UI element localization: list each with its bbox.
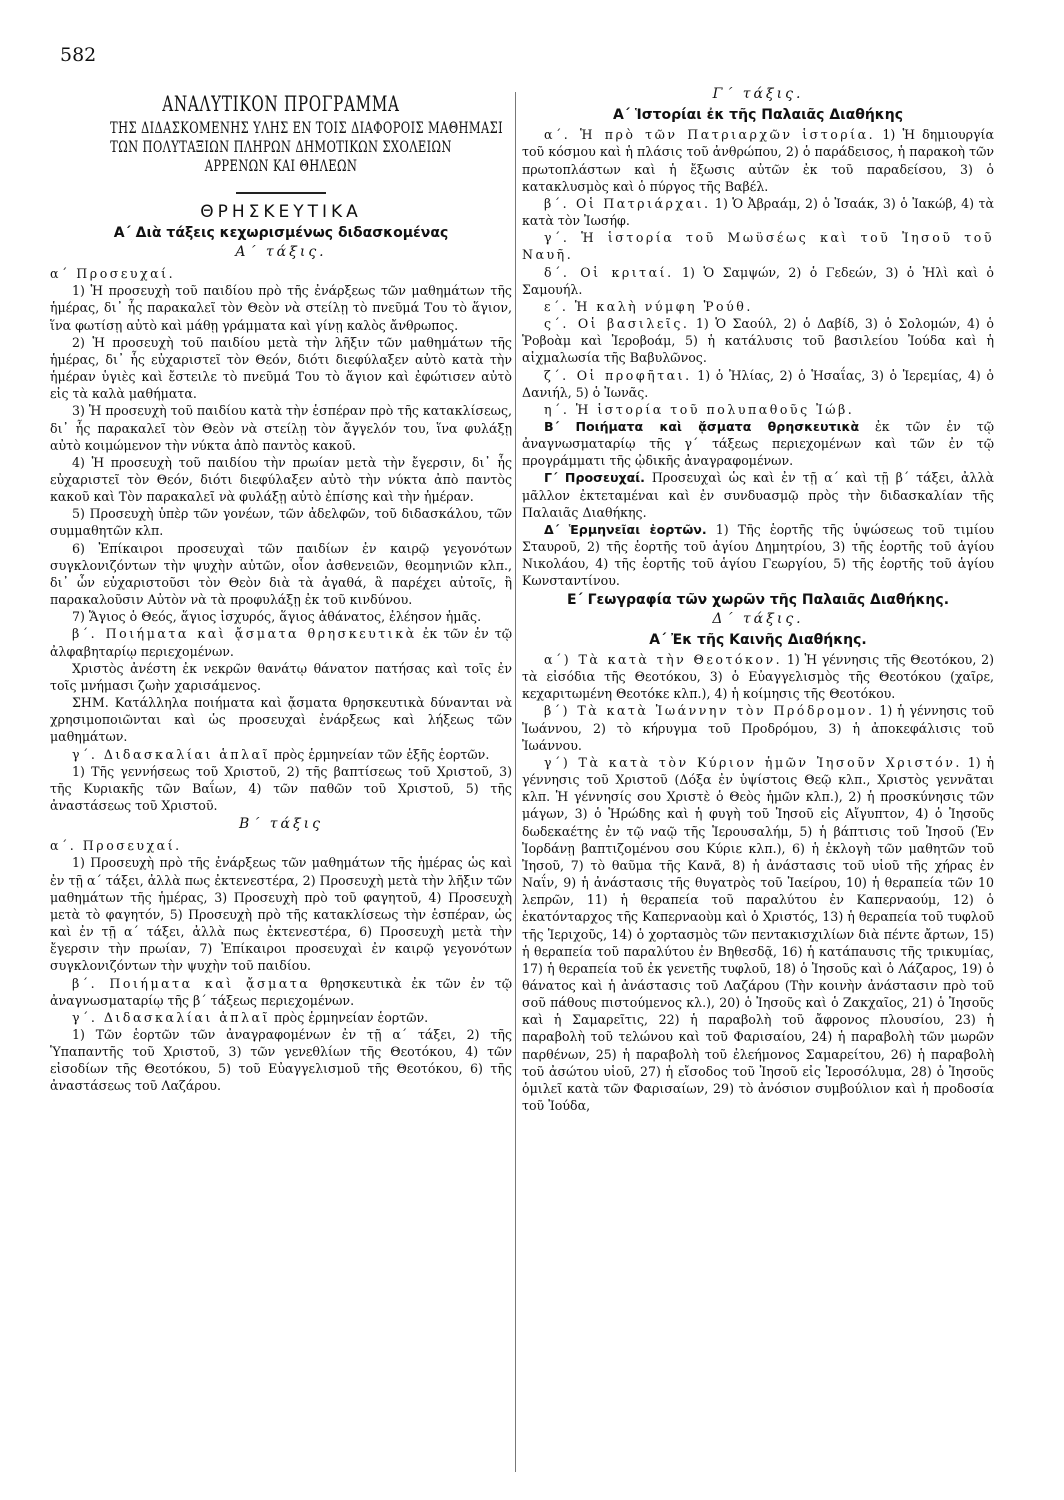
item-heading: α΄ Προσευχαί. [50,266,176,282]
paragraph [50,975,512,1009]
item-heading: β΄) Τὰ κατὰ Ἰωάννην τὸν Πρόδρομον. [544,703,875,719]
item-heading: ζ΄. Οἱ προφῆται. [544,367,692,383]
item-text: θρησκευτικὰ ἐκ τῶν ἐν τῷ ἀναγνωσματαρίῳ τῆς β΄ τάξεως περιεχομένων. [50,975,513,1008]
paragraph: Χριστὸς ἀνέστη ἐκ νεκρῶν θανάτῳ θάνατον πατήσας καὶ τοῖς ἐν τοῖς μνήμασι ζωὴν χαρισάμενος. [50,660,512,693]
class-heading: Α΄ τάξις. [235,243,327,260]
subsection-title: Ε΄ Γεωγραφία τῶν χωρῶν τῆς Παλαιᾶς Διαθήκης. [566,591,950,608]
item-text: 1) Ἡ γέννησις τῆς Θεοτόκου, 2) τὰ εἰσόδια τῆς Θεοτόκου, 3) ὁ Εὐαγγελισμὸς τῆς Θεοτόκου (χαῖρε, κεχαριτωμένη Θεοτόκε κλπ.), 4) ἡ κοίμησις τῆς Θεοτόκου. [522,652,994,702]
subtitle-line: ΤΩΝ ΠΟΛΥΤΑΞΙΩΝ ΠΛΗΡΩΝ ΔΗΜΟΤΙΚΩΝ ΣΧΟΛΕΙΩΝ [110,138,452,157]
item-text: 1) Ἡ δημιουργία τοῦ κόσμου καὶ ἡ πλάσις τοῦ ἀνθρώπου, 2) ὁ παράδεισος, ἡ παρακοὴ τῶν πρωτοπλάστων καὶ ἡ ἔξωσις αὐτῶν ἐκ τοῦ παραδείσου, 3) ὁ κατακλυσμὸς καὶ ὁ πύργος τῆς Βαβέλ. [522,127,994,194]
section-heading: Δ΄ Ἑρμηνεῖαι ἑορτῶν. [544,521,707,537]
paragraph: 1) Ἡ προσευχὴ τοῦ παιδίου πρὸ τῆς ἐνάρξεως τῶν μαθημάτων τῆς ἡμέρας, δι᾽ ἧς παρακαλεῖ τὸν Θεὸν νὰ στείλῃ τὸ πνεῦμά Του τὸ ἅγιον, ἵνα φωτίσῃ αὐτὸ καὶ μάθῃ γράμματα καὶ γίνῃ καλὸς ἄνθρωπος. [50,283,512,333]
paragraph: 2) Ἡ προσευχὴ τοῦ παιδίου μετὰ τὴν λῆξιν τῶν μαθημάτων τῆς ἡμέρας, δι᾽ ἧς εὐχαριστεῖ τὸν Θεόν, διότι διεφύλαξεν αὐτὸ κατὰ τὴν ἡμέραν ὑγιὲς καὶ ἔστειλε τὸ πνεῦμά Του τὸ ἅγιον καὶ ἐφώτισεν αὐτὸ εἰς τὰ καλὰ μαθήματα. [50,334,512,402]
paragraph [50,625,512,659]
paragraph [522,651,994,702]
item-text: ἐκ τῶν ἐν τῷ ἀναγνωσματαρίῳ τῆς γ΄ τάξεως περιεχομένων καὶ τῶν ἐν τῷ προγράμματι τῆς ᾠδικῆς ἀναγραφομένων. [522,418,995,469]
column-divider [515,92,516,1472]
paragraph: 4) Ἡ προσευχὴ τοῦ παιδίου τὴν πρωίαν μετὰ τὴν ἔγερσιν, δι᾽ ἧς εὐχαριστεῖ τὸν Θεόν, διότι διεφύλαξεν αὐτὸ τὴν νύκτα ἀπὸ παντὸς κακοῦ καὶ Τὸν παρακαλεῖ νὰ φυλάξῃ αὐτὸ ἐπίσης καὶ τὴν ἡμέραν. [50,454,512,505]
item-heading: α΄. Ἡ πρὸ τῶν Πατριαρχῶν ἱστορία. [544,127,876,143]
item-text: 1) ἡ γέννησις τοῦ Χριστοῦ (Δόξα ἐν ὑψίστοις Θεῷ κλπ., Χριστὸς γεννᾶται κλπ. Ἡ γέννησίς σου Χριστὲ ὁ Θεὸς ἡμῶν κλπ.), 2) ἡ προσκύνησις τῶν μάγων, 3) ὁ Ἡρώδης καὶ ἡ φυγὴ τοῦ Ἰησοῦ εἰς Αἴγυπτον, 4) ὁ Ἰησοῦς δωδεκαέτης ἐν τῷ ναῷ τῆς Ἱερουσαλήμ, 5) ἡ βάπτισις τοῦ Ἰησοῦ (Ἐν Ἰορδάνῃ βαπτιζομένου σου Κύριε κλπ.), 6) ἡ ἐκλογὴ τῶν μαθητῶν τοῦ Ἰησοῦ, 7) τὸ θαῦμα τῆς Κανᾶ, 8) ἡ ἀνάστασις τοῦ υἱοῦ τῆς χήρας ἐν Ναΐν, 9) ἡ ἀνάστασις τῆς θυγατρὸς τοῦ Ἰαείρου, 10) ἡ θεραπεία τῶν 10 λεπρῶν, 11) ἡ θεραπεία τοῦ παραλύτου ἐν Καπερναούμ, 12) ὁ ἑκατόνταρχος τῆς Καπερναοὺμ καὶ ὁ Χριστός, 13) ἡ θεραπεία τοῦ τυφλοῦ τῆς Ἱεριχοῦς, 14) ὁ χορτασμὸς τῶν πεντακισχιλίων διὰ πέντε ἄρτων, 15) ἡ θεραπεία τοῦ παραλύτου ἐν Βηθεσδᾷ, 16) ἡ κατάπαυσις τῆς τρικυμίας, 17) ἡ θεραπεία τοῦ ἐκ γενετῆς τυφλοῦ, 18) ὁ Ἰησοῦς καὶ ὁ Λάζαρος, 19) ὁ θάνατος καὶ ἡ ἀνάστασις τοῦ Λαζάρου (Τὴν κοινὴν ἀνάστασιν πρὸ τοῦ σοῦ πάθους πιστούμενος κλ.), 20) ὁ Ἰησοῦς καὶ ὁ Ζακχαῖος, 21) ὁ Ἰησοῦς καὶ ἡ Σαμαρεῖτις, 22) ἡ παραβολὴ τοῦ ἄφρονος πλουσίου, 23) ἡ παραβολὴ τοῦ τελώνου καὶ τοῦ Φαρισαίου, 24) ἡ παραβολὴ τῶν μωρῶν παρθένων, 25) ἡ παραβολὴ τοῦ ἐλεήμονος Σαμαρείτου, 26) ἡ παραβολὴ τοῦ ἀσώτου υἱοῦ, 27) ἡ εἴσοδος τοῦ Ἰησοῦ εἰς Ἱεροσόλυμα, 28) ὁ Ἰησοῦς ὁμιλεῖ κατὰ τῶν Φαρισαίων, 29) τὸ ἀνόσιον συμβούλιον καὶ ἡ προδοσία τοῦ Ἰούδα, [522,754,994,1114]
paragraph [50,1009,512,1026]
paragraph [522,754,994,1114]
subsection-title: Α΄ Διὰ τάξεις κεχωρισμένως διδασκομένας [113,224,449,241]
paragraph: 5) Προσευχὴ ὑπὲρ τῶν γονέων, τῶν ἀδελφῶν, τοῦ διδασκάλου, τῶν συμμαθητῶν κλπ. [50,506,512,539]
section-heading: Β΄ Ποιήματα καὶ ᾄσματα θρησκευτικὰ [544,418,860,434]
paragraph [522,195,994,229]
item-text: Προσευχαὶ ὡς καὶ ἐν τῇ α΄ καὶ τῇ β΄ τάξει, ἀλλὰ μᾶλλον ἐκτεταμέναι καὶ ἐν συνδυασμῷ πρὸς τὴν διδασκαλίαν τῆς Παλαιᾶς Διαθήκης. [522,470,995,520]
item-text: πρὸς ἑρμηνείαν τῶν ἑξῆς ἑορτῶν. [270,746,490,762]
class-heading: Δ΄ τάξις. [712,610,804,627]
document-title: ΑΝΑΛΥΤΙΚΟΝ ΠΡΟΓΡΑΜΜΑ [162,92,400,116]
section-title: ΘΡΗΣΚΕΥΤΙΚΑ [200,201,362,222]
item-heading: γ΄. Διδασκαλίαι ἁπλαῖ [72,1009,270,1025]
item-heading: γ΄. Ἡ ἱστορία τοῦ Μωϋσέως καὶ τοῦ Ἰησοῦ τοῦ Ναυῆ. [522,230,994,263]
item-heading: β΄. Οἱ Πατριάρχαι. [544,195,711,211]
item-text: 1) ὁ Ἠλίας, 2) ὁ Ἡσαΐας, 3) ὁ Ἱερεμίας, 4) ὁ Δανιήλ, 5) ὁ Ἰωνᾶς. [522,367,994,400]
item-text: 1) Ὁ Σαμψών, 2) ὁ Γεδεών, 3) ὁ Ἠλὶ καὶ ὁ Σαμουήλ. [522,264,994,297]
paragraph: 3) Ἡ προσευχὴ τοῦ παιδίου κατὰ τὴν ἑσπέραν πρὸ τῆς κατακλίσεως, δι᾽ ἧς παρακαλεῖ τὸν Θεὸν νὰ στείλῃ τὸν ἄγγελόν του, ἵνα φυλάξῃ αὐτὸ κοιμώμενον τὴν νύκτα ἀπὸ παντὸς κακοῦ. [50,403,513,453]
item-heading: α΄) Τὰ κατὰ τὴν Θεοτόκον. [544,652,783,667]
item-heading: δ΄. Οἱ κριταί. [544,264,674,280]
item-heading: ε΄. Ἡ καλὴ νύμφη Ῥούθ. [544,298,753,314]
item-text: 1) ἡ γέννησις τοῦ Ἰωάννου, 2) τὸ κήρυγμα τοῦ Προδρόμου, 3) ἡ ἀποκεφάλισις τοῦ Ἰωάννου. [522,703,995,753]
paragraph [522,367,994,401]
item-heading: γ΄. Διδασκαλίαι ἁπλαῖ [72,746,270,762]
item-text: πρὸς ἑρμηνείαν ἑορτῶν. [270,1009,429,1025]
title-rule [236,192,326,194]
subtitle-line: ΑΡΡΕΝΩΝ ΚΑΙ ΘΗΛΕΩΝ [204,157,358,176]
item-heading: γ΄) Τὰ κατὰ τὸν Κύριον ἡμῶν Ἰησοῦν Χριστόν. [544,754,962,770]
paragraph [522,126,994,195]
item-heading: ς΄. Οἱ βασιλεῖς. [544,316,690,332]
item-heading: β΄. Ποιήματα καὶ ᾄσματα θρησκευτικὰ [72,626,417,642]
paragraph: 6) Ἐπίκαιροι προσευχαὶ τῶν παιδίων ἐν καιρῷ γεγονότων συγκλονιζόντων τὴν ψυχὴν αὐτῶν, οἷον ἀσθενειῶν, θεομηνιῶν κλπ., δι᾽ ὧν εὐχαριστοῦσι τὸν Θεὸν διὰ τὰ ἀγαθά, ἃ παρέχει αὐτοῖς, ἢ παρακαλοῦσιν Αὐτὸν νὰ τὰ προφυλάξῃ ἐκ τοῦ κινδύνου. [50,540,512,608]
paragraph [522,469,994,520]
subsection-title: Α΄ Ἐκ τῆς Καινῆς Διαθήκης. [649,631,867,648]
paragraph [522,521,994,590]
item-heading: α΄. Προσευχαί. [50,838,182,854]
paragraph [522,418,994,469]
paragraph: 1) Προσευχὴ πρὸ τῆς ἐνάρξεως τῶν μαθημάτων τῆς ἡμέρας ὡς καὶ ἐν τῇ α΄ τάξει, ἀλλὰ πως ἐκτενεστέρα, 2) Προσευχὴ μετὰ τὴν λῆξιν τῶν μαθημάτων τῆς ἡμέρας, 3) Προσευχὴ πρὸ τοῦ φαγητοῦ, 4) Προσευχὴ μετὰ τὸ φαγητόν, 5) Προσευχὴ πρὸ τῆς κατακλίσεως τὴν ἑσπέραν, ὡς καὶ ἐν τῇ α΄ τάξει, ἀλλὰ πως ἐκτενεστέρα, 6) Προσευχὴ μετὰ τὴν ἔγερσιν τὴν πρωίαν, 7) Ἐπίκαιροι προσευχαὶ ἐν καιρῷ γεγονότων συγκλονιζόντων τὴν ψυχὴν τοῦ παιδίου. [50,855,512,974]
class-heading: Γ΄ τάξις. [712,86,804,102]
paragraph [50,746,512,763]
paragraph: 1) Τῆς γεννήσεως τοῦ Χριστοῦ, 2) τῆς βαπτίσεως τοῦ Χριστοῦ, 3) τῆς Κυριακῆς τῶν Βαΐων, 4) τῶν παθῶν τοῦ Χριστοῦ, 5) τῆς ἀναστάσεως τοῦ Χριστοῦ. [50,763,512,813]
section-heading: Γ΄ Προσευχαί. [544,470,645,486]
subsection-title: Α΄ Ἱστορίαι ἐκ τῆς Παλαιᾶς Διαθήκης [612,107,904,124]
right-column [522,84,994,1114]
item-heading: β΄. Ποιήματα καὶ ᾄσματα [72,975,311,991]
item-text: 1) Τῆς ἑορτῆς τῆς ὑψώσεως τοῦ τιμίου Σταυροῦ, 2) τῆς ἑορτῆς τοῦ ἁγίου Δημητρίου, 3) τῆς ἑορτῆς τοῦ ἁγίου Νικολάου, 4) τῆς ἑορτῆς τοῦ ἁγίου Γεωργίου, 5) τῆς ἑορτῆς τοῦ ἁγίου Κωνσταντίνου. [522,521,994,589]
subtitle-line: ΤΗΣ ΔΙΔΑΣΚΟΜΕΝΗΣ ΥΛΗΣ ΕΝ ΤΟΙΣ ΔΙΑΦΟΡΟΙΣ ΜΑΘΗΜΑΣΙ [110,119,504,138]
paragraph [522,315,994,366]
item-text: 1) Ὁ Σαούλ, 2) ὁ Δαβίδ, 3) ὁ Σολομών, 4) ὁ Ῥοβοὰμ καὶ Ἰεροβοάμ, 5) ἡ κατάλυσις τοῦ βασιλείου Ἰούδα καὶ ἡ αἰχμαλωσία τῆς Βαβυλῶνος. [522,316,994,366]
item-text: 1) Ὁ Ἀβραάμ, 2) ὁ Ἰσαάκ, 3) ὁ Ἰακώβ, 4) τὰ κατὰ τὸν Ἰωσήφ. [522,195,994,229]
left-column [50,84,512,1095]
class-heading: Β΄ τάξις [239,816,323,833]
note: ΣΗΜ. Κατάλληλα ποιήματα καὶ ᾄσματα θρησκευτικὰ δύνανται νὰ χρησιμοποιῶνται καὶ ὡς προσευχαὶ ἐνάρξεως καὶ λήξεως τῶν μαθημάτων. [50,695,512,745]
item-text: ἐκ τῶν ἐν τῷ ἀλφαβηταρίῳ περιεχομένων. [50,626,512,659]
paragraph [522,702,994,753]
paragraph: 7) Ἅγιος ὁ Θεός, ἅγιος ἰσχυρός, ἅγιος ἀθάνατος, ἐλέησον ἡμᾶς. [72,609,482,625]
item-heading: η΄. Ἡ ἱστορία τοῦ πολυπαθοῦς Ἰώβ. [544,401,855,417]
paragraph [522,264,994,298]
page-number: 582 [60,44,97,66]
paragraph: 1) Τῶν ἑορτῶν τῶν ἀναγραφομένων ἐν τῇ α΄ τάξει, 2) τῆς Ὑπαπαντῆς τοῦ Χριστοῦ, 3) τῶν γενεθλίων τῆς Θεοτόκου, 4) τῶν εἰσοδίων τῆς Θεοτόκου, 5) τοῦ Εὐαγγελισμοῦ τῆς Θεοτόκου, 6) τῆς ἀναστάσεως τοῦ Λαζάρου. [50,1027,512,1094]
